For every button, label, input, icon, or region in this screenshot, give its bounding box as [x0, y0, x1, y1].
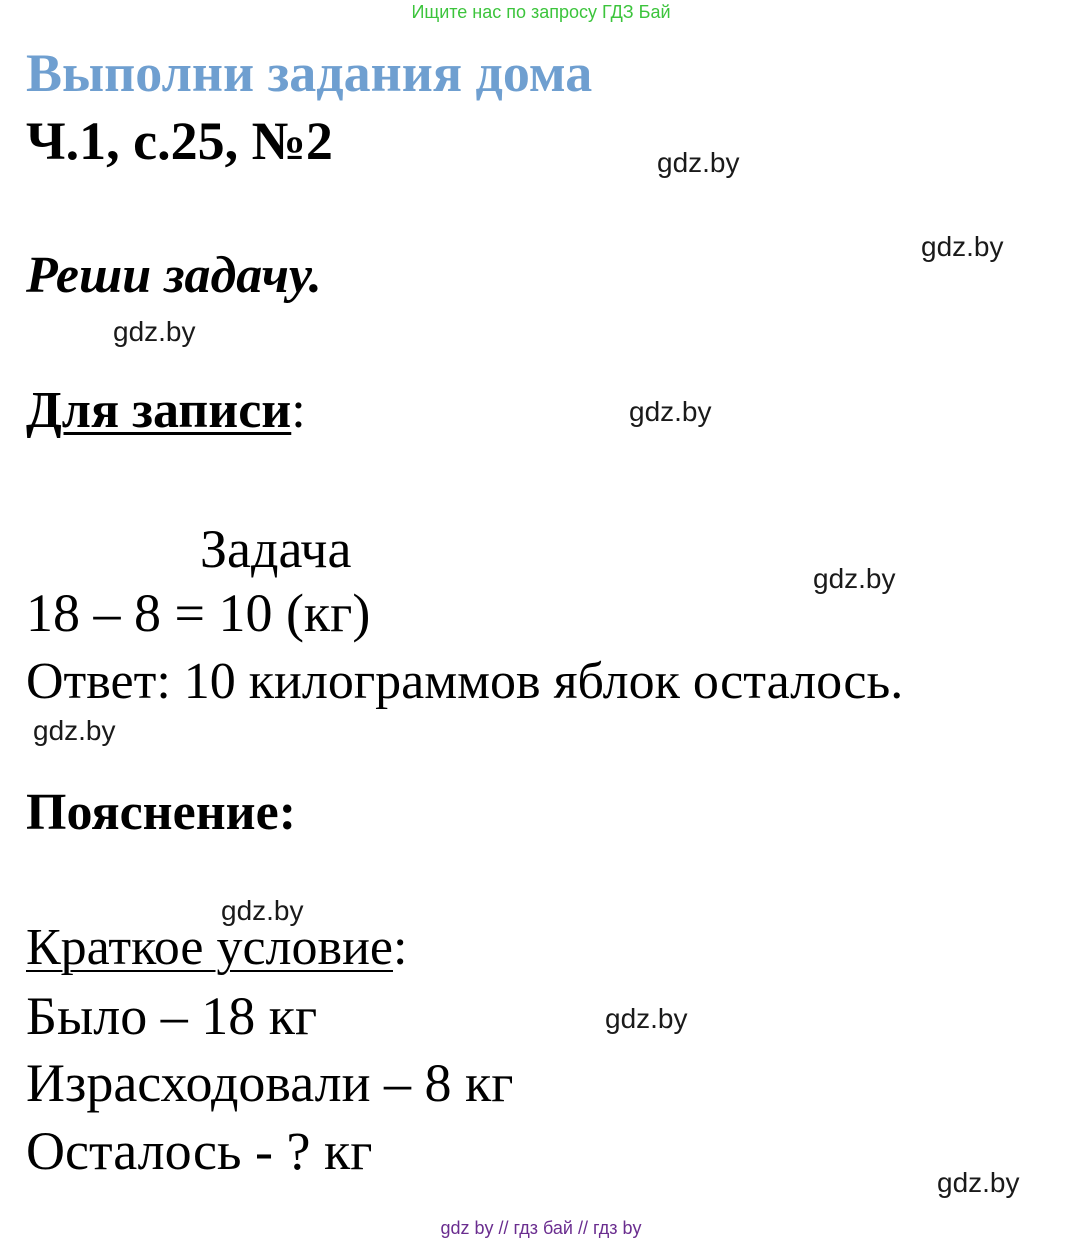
exercise-reference: Ч.1, с.25, №2	[26, 111, 333, 171]
top-banner: Ищите нас по запросу ГДЗ Бай	[411, 2, 671, 22]
watermark: gdz.by	[629, 396, 712, 427]
instruction: Реши задачу.	[26, 247, 322, 304]
watermark: gdz.by	[113, 316, 196, 347]
record-label: Для записи	[26, 382, 292, 439]
task-title: Задача	[200, 519, 352, 579]
watermark: gdz.by	[921, 231, 1004, 262]
short-condition-colon: :	[392, 919, 408, 976]
explanation-heading: Пояснение:	[26, 784, 297, 841]
watermark: gdz.by	[813, 563, 896, 594]
page-heading: Выполни задания дома	[26, 43, 593, 103]
watermark: gdz.by	[33, 715, 116, 746]
footer-text: gdz by // гдз бай // гдз by	[440, 1218, 642, 1238]
watermark: gdz.by	[221, 895, 304, 926]
record-heading	[26, 381, 306, 440]
solution-expression: 18 – 8 = 10 (кг)	[26, 583, 371, 643]
condition-line-had: Было – 18 кг	[26, 986, 318, 1046]
watermark: gdz.by	[937, 1167, 1020, 1198]
short-condition-label: Краткое условие	[26, 919, 393, 976]
watermark: gdz.by	[605, 1003, 688, 1034]
condition-line-left: Осталось - ? кг	[26, 1121, 373, 1181]
short-condition-heading	[26, 918, 407, 977]
condition-line-used: Израсходовали – 8 кг	[26, 1053, 514, 1113]
record-colon: :	[291, 382, 306, 439]
answer-line: Ответ: 10 килограммов яблок осталось.	[26, 653, 904, 710]
watermark: gdz.by	[657, 147, 740, 178]
